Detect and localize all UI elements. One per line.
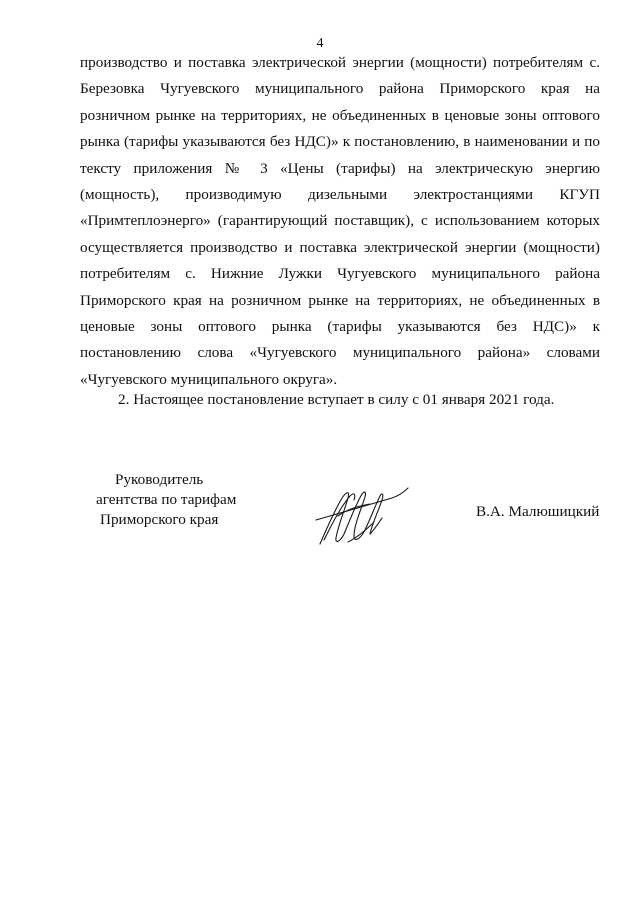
page-number: 4 [316,36,324,51]
signer-title-line-2: агентства по тарифам [96,491,237,508]
signer-name: В.А. Малюшицкий [476,503,600,520]
handwritten-signature [312,480,412,552]
signer-title-line-3: Приморского края [100,511,219,528]
paragraph-1: производство и поставка электрической энергии (мощности) потребителям с. Березовка Чугуевского муниципального района Приморского края на розничном рынке на территориях, не объединенных в ценовые зоны оптового рынка (тарифы указываются без НДС)» к постановлению, в наименовании и по тексту приложения № 3 «Цены (тарифы) на электрическую энергию (мощность), производимую дизельными электростанциями КГУП «Примтеплоэнерго» (гарантирующий поставщик), с использованием которых осуществляется производство и поставка электрической энергии (мощности) потребителям с. Нижние Лужки Чугуевского муниципального района Приморского края на розничном рынке на территориях, не объединенных в ценовые зоны оптового рынка (тарифы указываются без НДС)» к постановлению слова «Чугуевского муниципального района» словами «Чугуевского муниципального округа». [80,54,600,388]
paragraph-2: 2. Настоящее постановление вступает в силу с 01 января 2021 года. [118,391,555,408]
signer-title-line-1: Руководитель [115,471,204,488]
signer-title-block [90,470,270,530]
